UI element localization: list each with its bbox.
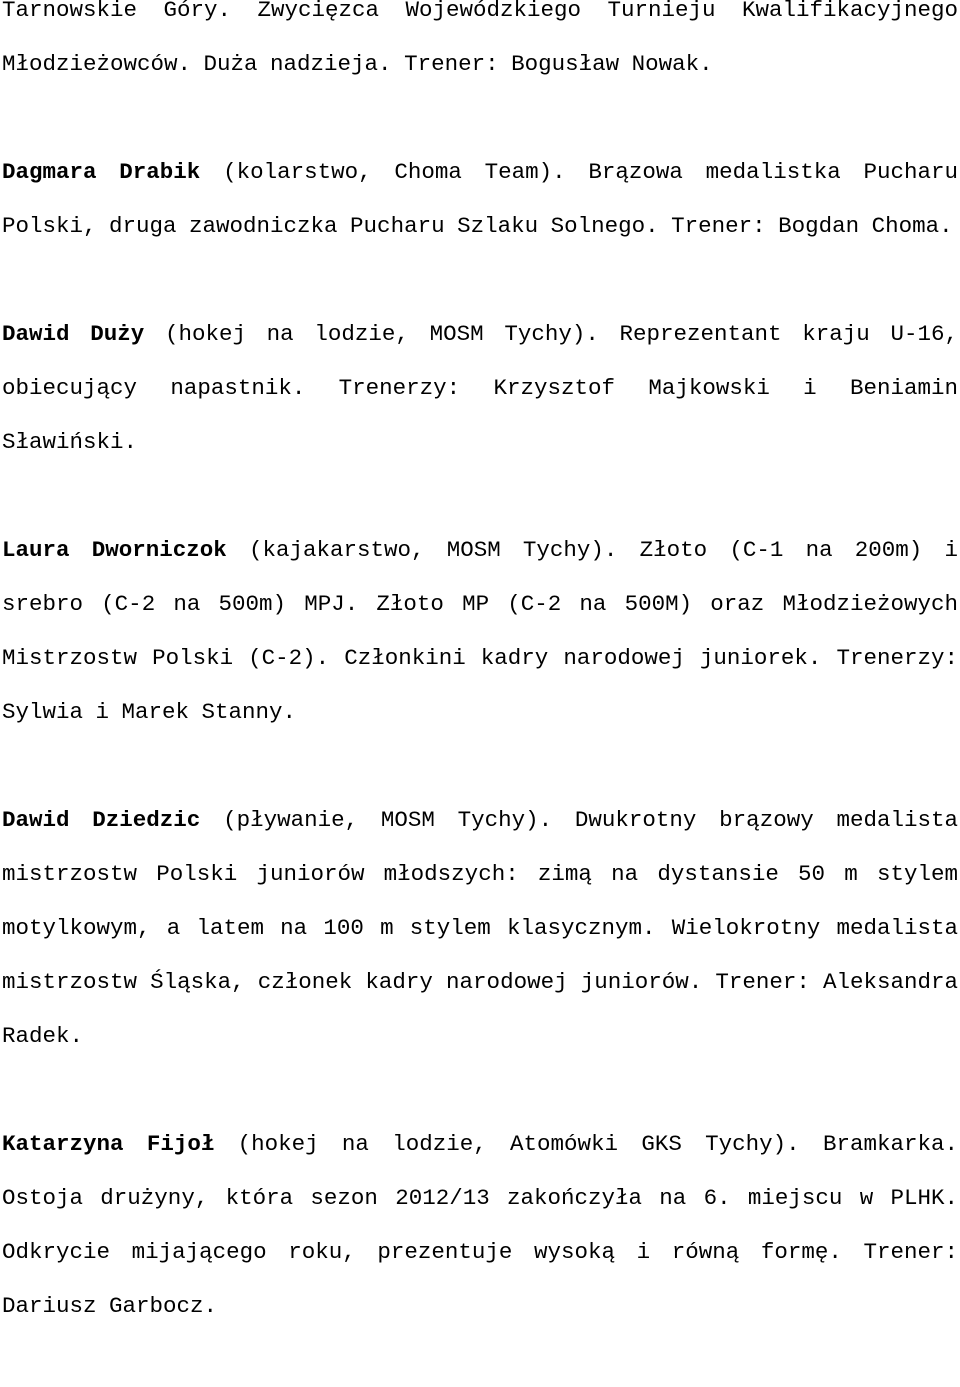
- entry-dagmara-drabik: [2, 145, 958, 253]
- entry-text: (kolarstwo, Choma Team). Brązowa medalistka Pucharu Polski, druga zawodniczka Pucharu Szlaku Solnego. Trener: Bogdan Choma.: [2, 159, 958, 239]
- entry-dawid-dziedzic: [2, 793, 958, 1063]
- entry-katarzyna-fijol: [2, 1117, 958, 1333]
- document-page: [2, 0, 958, 1387]
- athlete-name: Dawid Duży: [2, 321, 145, 347]
- entry-tarnowskie-gory: [2, 0, 958, 91]
- entry-text: (hokej na lodzie, Atomówki GKS Tychy). Bramkarka. Ostoja drużyny, która sezon 2012/13 zakończyła na 6. miejscu w PLHK. Odkrycie mijającego roku, prezentuje wysoką i równą formę. Trener: Dariusz Garbocz.: [2, 1131, 958, 1319]
- entry-laura-dworniczok: [2, 523, 958, 739]
- entry-text: (pływanie, MOSM Tychy). Dwukrotny brązowy medalista mistrzostw Polski juniorów młodszych: zimą na dystansie 50 m stylem motylkowym, a latem na 100 m stylem klasycznym. Wielokrotny medalista mistrzostw Śląska, członek kadry narodowej juniorów. Trener: Aleksandra Radek.: [2, 807, 958, 1049]
- athlete-name: Dawid Dziedzic: [2, 807, 201, 833]
- athlete-name: Dagmara Drabik: [2, 159, 201, 185]
- entry-text: (hokej na lodzie, MOSM Tychy). Reprezentant kraju U-16, obiecujący napastnik. Trenerzy: Krzysztof Majkowski i Beniamin Sławiński.: [2, 321, 958, 455]
- entry-dawid-duzy: [2, 307, 958, 469]
- athlete-name: Katarzyna Fijoł: [2, 1131, 215, 1157]
- athlete-name: Laura Dworniczok: [2, 537, 227, 563]
- entry-text: Tarnowskie Góry. Zwycięzca Wojewódzkiego Turnieju Kwalifikacyjnego Młodzieżowców. Duża nadzieja. Trener: Bogusław Nowak.: [2, 0, 958, 77]
- entry-text: (kajakarstwo, MOSM Tychy). Złoto (C-1 na 200m) i srebro (C-2 na 500m) MPJ. Złoto MP (C-2 na 500M) oraz Młodzieżowych Mistrzostw Polski (C-2). Członkini kadry narodowej juniorek. Trenerzy: Sylwia i Marek Stanny.: [2, 537, 958, 725]
